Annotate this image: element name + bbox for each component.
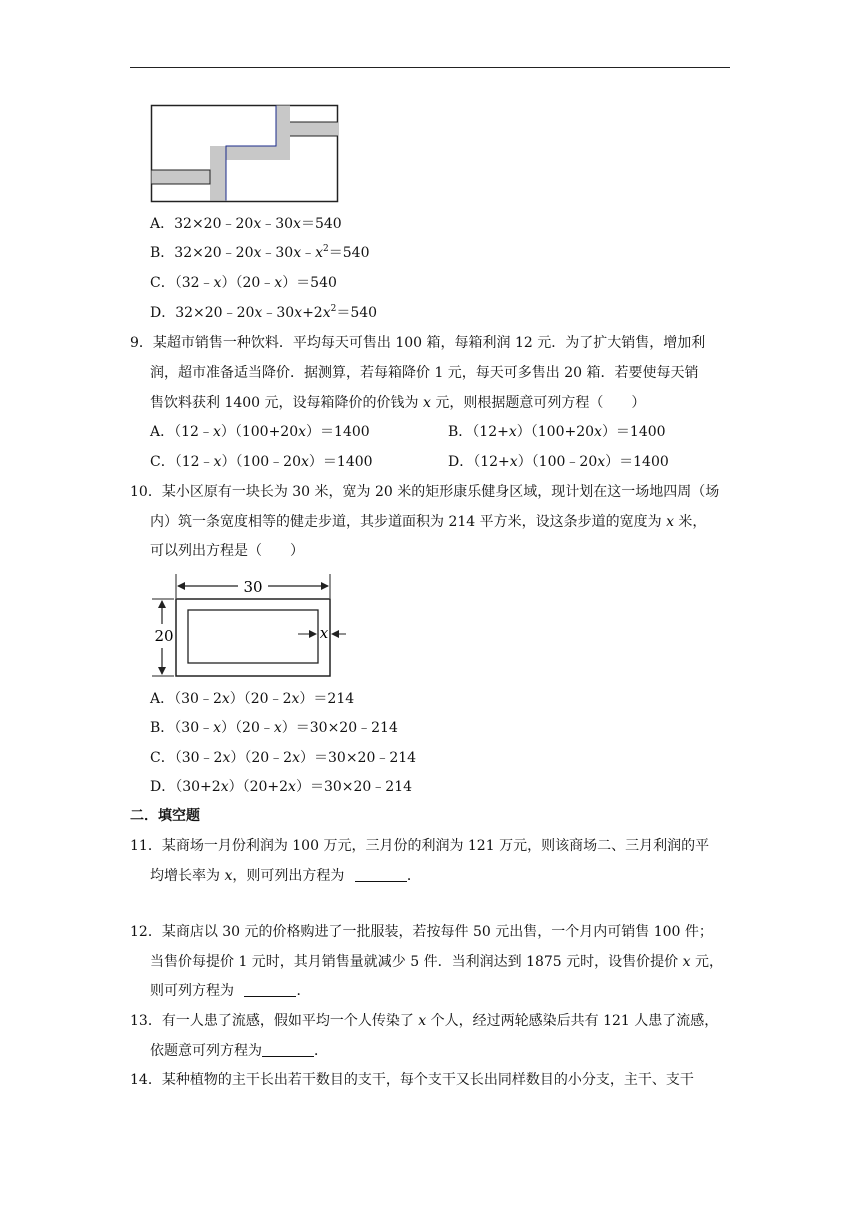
header-rule <box>130 67 730 68</box>
q12-line-3: 则可列方程为 ． <box>150 983 311 999</box>
q13-line-1: 13．有一人患了流感，假如平均一个人传染了 x 个人，经过两轮感染后共有 121 人患了流感， <box>130 1013 719 1029</box>
q11-line-1: 11．某商场一月份利润为 100 万元，三月份的利润为 121 万元，则该商场二、三月利润的平 <box>130 838 710 854</box>
q10-option-b: B．（30﹣x）（20﹣x）＝30×20﹣214 <box>150 720 398 736</box>
q14-line-1: 14．某种植物的主干长出若干数目的支干，每个支干又长出同样数目的小分支，主干、支干 <box>130 1072 694 1088</box>
q10-left-label: 20 <box>154 627 174 645</box>
q8-option-d: D．$32\times 20﹣20x﹣30x+2x^2=540$ <box>150 304 378 321</box>
q13-line-2: 依题意可列方程为 ． <box>150 1043 328 1059</box>
q10-top-label: 30 <box>243 578 263 596</box>
q11-answer-blank[interactable] <box>355 867 407 882</box>
q10-line-1: 10．某小区原有一块长为 30 米，宽为 20 米的矩形康乐健身区域，现计划在这一场地四周（场 <box>130 484 720 500</box>
q11-line-2: 均增长率为 x，则可列出方程为 ． <box>150 868 421 884</box>
q9-option-b: B．（12+x）（100+20x）＝1400 <box>448 424 666 440</box>
q9-line-2: 润，超市准备适当降价．据测算，若每箱降价 1 元，每天可多售出 20 箱．若要使每天销 <box>150 365 699 381</box>
q9-option-d: D．（12+x）（100﹣20x）＝1400 <box>448 454 669 470</box>
q10-option-a: A．（30﹣2x）（20﹣2x）＝214 <box>150 691 355 707</box>
q9-line-3: 售饮料获利 1400 元，设每箱降价的价钱为 x 元，则根据题意可列方程（ ） <box>150 395 646 411</box>
q10-option-c: C．（30﹣2x）（20﹣2x）＝30×20﹣214 <box>150 750 417 766</box>
q9-line-1: 9．某超市销售一种饮料．平均每天可售出 100 箱，每箱利润 12 元．为了扩大销售，增加利 <box>130 335 706 351</box>
q10-var-label: x <box>319 624 329 642</box>
q12-line-1: 12．某商店以 30 元的价格购进了一批服装，若按每件 50 元出售，一个月内可销售 100 件； <box>130 924 713 940</box>
q8-option-a: A．32×20﹣20x﹣30x＝540 <box>150 216 342 232</box>
q9-option-a: A．（12﹣x）（100+20x）＝1400 <box>150 424 370 440</box>
q12-answer-blank[interactable] <box>244 982 296 997</box>
q10-line-2: 内）筑一条宽度相等的健走步道，其步道面积为 214 平方米，设这条步道的宽度为 x 米， <box>150 514 707 530</box>
q8-path-figure <box>150 104 340 204</box>
q12-line-2: 当售价每提价 1 元时，其月销售量就减少 5 件．当利润达到 1875 元时，设售价提价 x 元， <box>150 954 723 970</box>
q10-option-d: D．（30+2x）（20+2x）＝30×20﹣214 <box>150 779 413 795</box>
q9-option-c: C．（12﹣x）（100﹣20x）＝1400 <box>150 454 373 470</box>
section-title: 二．填空题 <box>130 808 200 824</box>
q8-option-b: B．$32\times 20﹣20x﹣30x﹣x^2=540$ <box>150 244 370 261</box>
q10-rectangle-figure <box>150 572 350 682</box>
q8-option-c: C．（32﹣x）（20﹣x）＝540 <box>150 275 337 291</box>
q10-line-3: 可以列出方程是（ ） <box>150 543 304 559</box>
q13-answer-blank[interactable] <box>262 1042 314 1057</box>
